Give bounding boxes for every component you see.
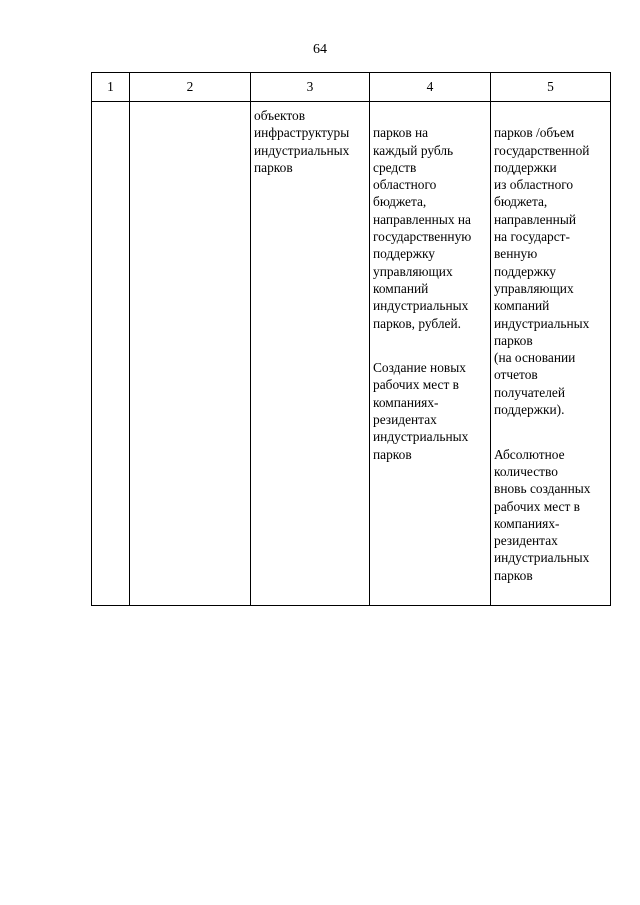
col5-first-formula-text: парков /объем государственной поддержки из областного бюджета, направленный на государст- венную поддержку управляющих компаний индустриальных парков (на основании отчетов получателей поддержки). (494, 125, 590, 418)
column-header-1: 1 (92, 73, 130, 102)
table-cell-col5 (491, 102, 611, 606)
column-header-4: 4 (370, 73, 491, 102)
page-number: 64 (313, 42, 327, 57)
column-header-5: 5 (491, 73, 611, 102)
table-cell-col1 (92, 102, 130, 606)
column-header-3: 3 (251, 73, 370, 102)
column-header-2: 2 (130, 73, 251, 102)
col4-second-indicator-text: Создание новых рабочих мест в компаниях- резидентах индустриальных парков (373, 360, 469, 462)
col5-second-formula-text: Абсолютное количество вновь созданных рабочих мест в компаниях- резидентах индустриальных парков (494, 446, 591, 583)
table-cell-col4 (370, 102, 491, 606)
table-cell-col3: объектов инфраструктуры индустриальных парков (251, 102, 370, 606)
col4-first-indicator-text: парков на каждый рубль средств областного бюджета, направленных на государственную поддержку управляющих компаний индустриальных парков, рублей. (373, 125, 472, 331)
table-row (92, 102, 611, 606)
indicators-table (91, 72, 611, 606)
table-cell-col2 (130, 102, 251, 606)
table-header-row (92, 73, 611, 102)
